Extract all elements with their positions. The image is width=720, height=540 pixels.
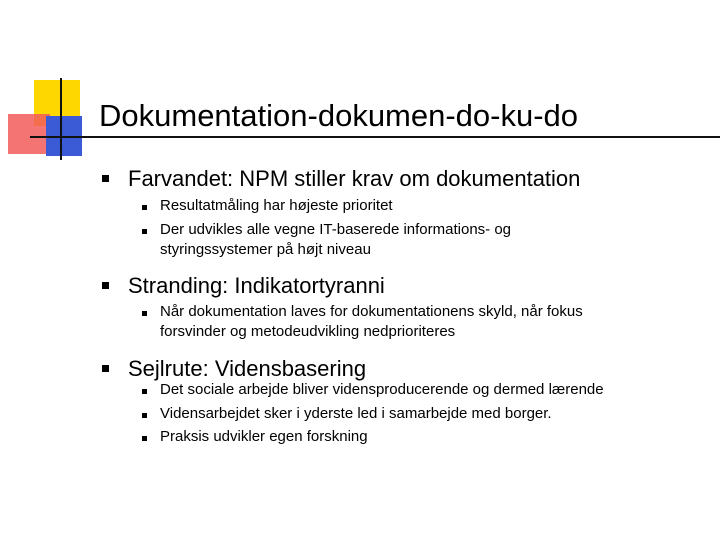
bullet-icon [142, 436, 147, 441]
bullet-icon [102, 282, 109, 289]
bullet-icon [142, 205, 147, 210]
sub-point-2-1-line-1: Når dokumentation laves for dokumentationens skyld, når fokus [160, 303, 583, 320]
main-point-1: Farvandet: NPM stiller krav om dokumentation [128, 166, 581, 191]
bullet-icon [142, 389, 147, 394]
decor-red-square [8, 114, 50, 154]
bullet-icon [142, 229, 147, 234]
bullet-icon [142, 413, 147, 418]
bullet-icon [142, 311, 147, 316]
sub-point-1-2-line-1: Der udvikles alle vegne IT-baserede informations- og [160, 221, 512, 238]
sub-point-2-1-line-2: forsvinder og metodeudvikling nedprioriteres [160, 323, 456, 340]
bullet-icon [102, 365, 109, 372]
slide-title: Dokumentation-dokumen-do-ku-do [99, 98, 579, 133]
sub-point-3-3: Praksis udvikler egen forskning [160, 428, 368, 445]
sub-point-1-1: Resultatmåling har højeste prioritet [160, 197, 393, 214]
title-underline [30, 136, 720, 138]
sub-point-3-2: Vidensarbejdet sker i yderste led i samarbejde med borger. [160, 405, 552, 422]
main-point-3: Sejlrute: Vidensbasering [128, 356, 367, 381]
sub-point-3-1: Det sociale arbejde bliver vidensproducerende og dermed lærende [160, 381, 604, 398]
bullet-icon [102, 175, 109, 182]
sub-point-1-2-line-2: styringssystemer på højt niveau [160, 241, 371, 258]
decor-vertical-line [60, 78, 62, 160]
main-point-2: Stranding: Indikatortyranni [128, 273, 385, 298]
